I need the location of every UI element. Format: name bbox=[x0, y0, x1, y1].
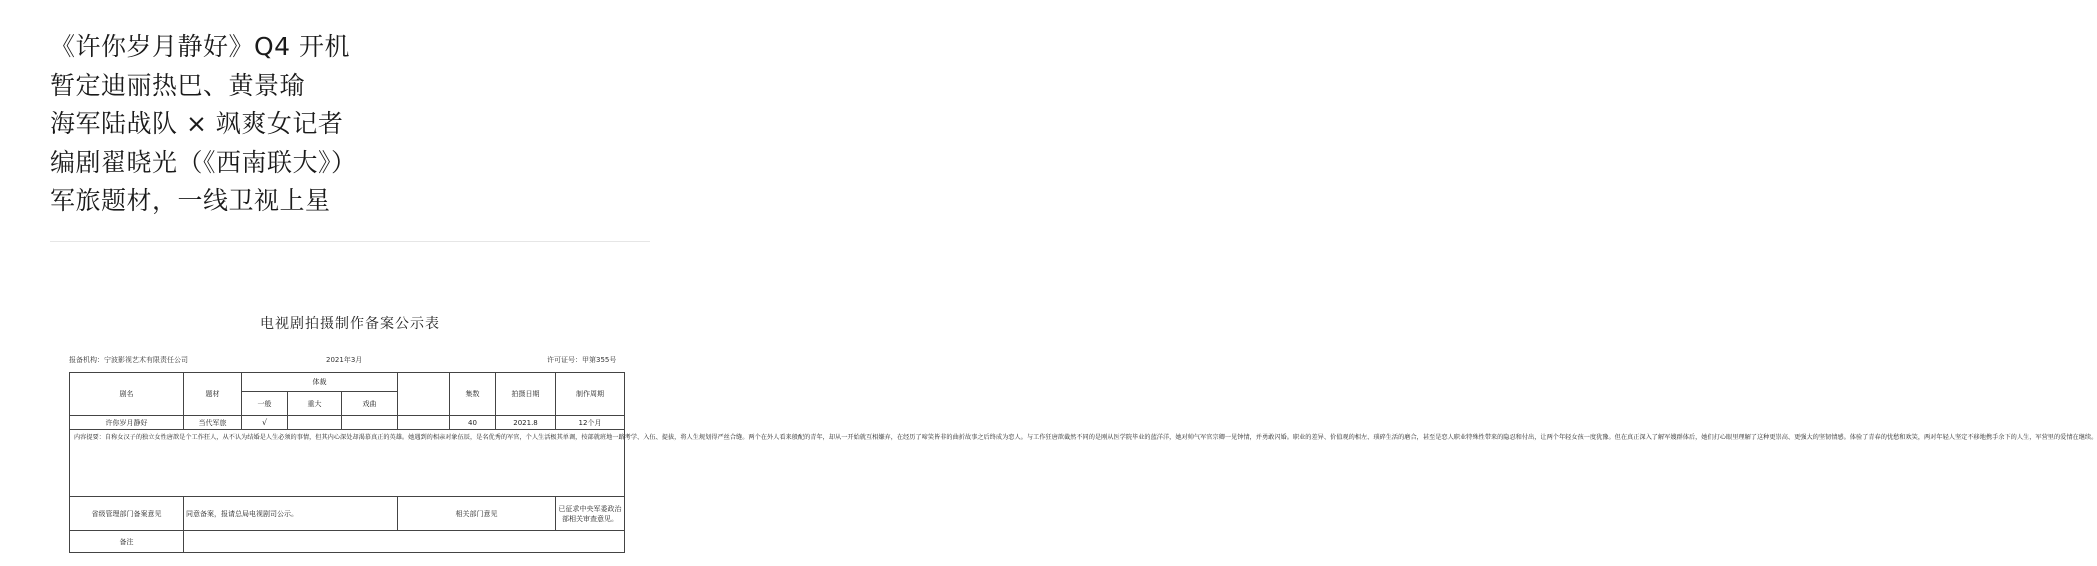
remarks-label: 备注 bbox=[70, 531, 184, 553]
cell-theme: 当代军旅 bbox=[184, 416, 242, 430]
provincial-label: 省级管理部门备案意见 bbox=[70, 497, 184, 531]
cell-cycle: 12个月 bbox=[556, 416, 625, 430]
headline-line-3: 海军陆战队 × 飒爽女记者 bbox=[50, 109, 344, 138]
headline-line-2: 暂定迪丽热巴、黄景瑜 bbox=[50, 70, 306, 100]
headline-line-4: 编剧翟晓光（《西南联大》） bbox=[50, 147, 357, 177]
filing-table bbox=[69, 372, 2097, 553]
header-type-drama: 戏曲 bbox=[342, 392, 398, 416]
header-type-major: 重大 bbox=[288, 392, 342, 416]
header-theme: 题材 bbox=[184, 373, 242, 416]
license-number: 许可证号：甲第355号 bbox=[547, 356, 617, 364]
header-gap bbox=[398, 373, 450, 416]
header-episodes: 集数 bbox=[450, 373, 496, 416]
headline-block bbox=[50, 28, 670, 221]
filing-date: 2021年3月 bbox=[326, 356, 363, 364]
cell-episodes: 40 bbox=[450, 416, 496, 430]
cell-name: 许你岁月静好 bbox=[70, 416, 184, 430]
cell-drama bbox=[342, 416, 398, 430]
header-shoot-date: 拍摄日期 bbox=[496, 373, 556, 416]
cell-gap bbox=[398, 416, 450, 430]
cell-major bbox=[288, 416, 342, 430]
headline-line-1: 《许你岁月静好》Q4 开机 bbox=[50, 32, 351, 61]
provincial-opinion: 同意备案，报请总局电视剧司公示。 bbox=[184, 497, 398, 531]
header-cycle: 制作周期 bbox=[556, 373, 625, 416]
related-label: 相关部门意见 bbox=[398, 497, 556, 531]
cell-general-check: √ bbox=[242, 416, 288, 430]
content-summary: 内容提要：自称女汉子的独立女性唐歆是个工作狂人，从不认为结婚是人生必须的事情，但其内心深处却渴慕真正的英雄。她遇到的相亲对象伍辰，是名优秀的军官，个人生活极其单调，按部就班地一路考学、入伍、提拔，将人生规划得严丝合缝。两个在外人看来般配的青年，却从一开始就互相嫌弃，在经历了啼笑皆非的曲折故事之后终成为恋人。与工作狂唐歆截然不同的是刚从医学院毕业的蓝洋洋，她对帅气军官宗卿一见钟情，并勇敢闪婚。职业的差异、价值观的相左、琐碎生活的磨合，甚至是恋人职业特殊性带来的隐忍和付出，让两个年轻女孩一度犹豫。但在真正深入了解军嫂群体后，她们打心眼里理解了这种更崇高、更强大的坚韧情感。体验了青春的忧愁和欢笑，两对年轻人坚定不移地携手余下的人生，军营里的爱情在继续。 bbox=[70, 430, 625, 497]
headline-line-5: 军旅题材，一线卫视上星 bbox=[50, 186, 331, 215]
document-title: 电视剧拍摄制作备案公示表 bbox=[260, 316, 440, 332]
header-type-general: 一般 bbox=[242, 392, 288, 416]
filer-label: 报备机构：宁波影视艺术有限责任公司 bbox=[69, 356, 188, 364]
cell-shoot-date: 2021.8 bbox=[496, 416, 556, 430]
header-name: 剧名 bbox=[70, 373, 184, 416]
remarks-value bbox=[184, 531, 625, 553]
header-type: 体裁 bbox=[242, 373, 398, 392]
divider bbox=[50, 241, 650, 242]
related-opinion: 已征求中央军委政治部相关审查意见。 bbox=[556, 497, 625, 531]
